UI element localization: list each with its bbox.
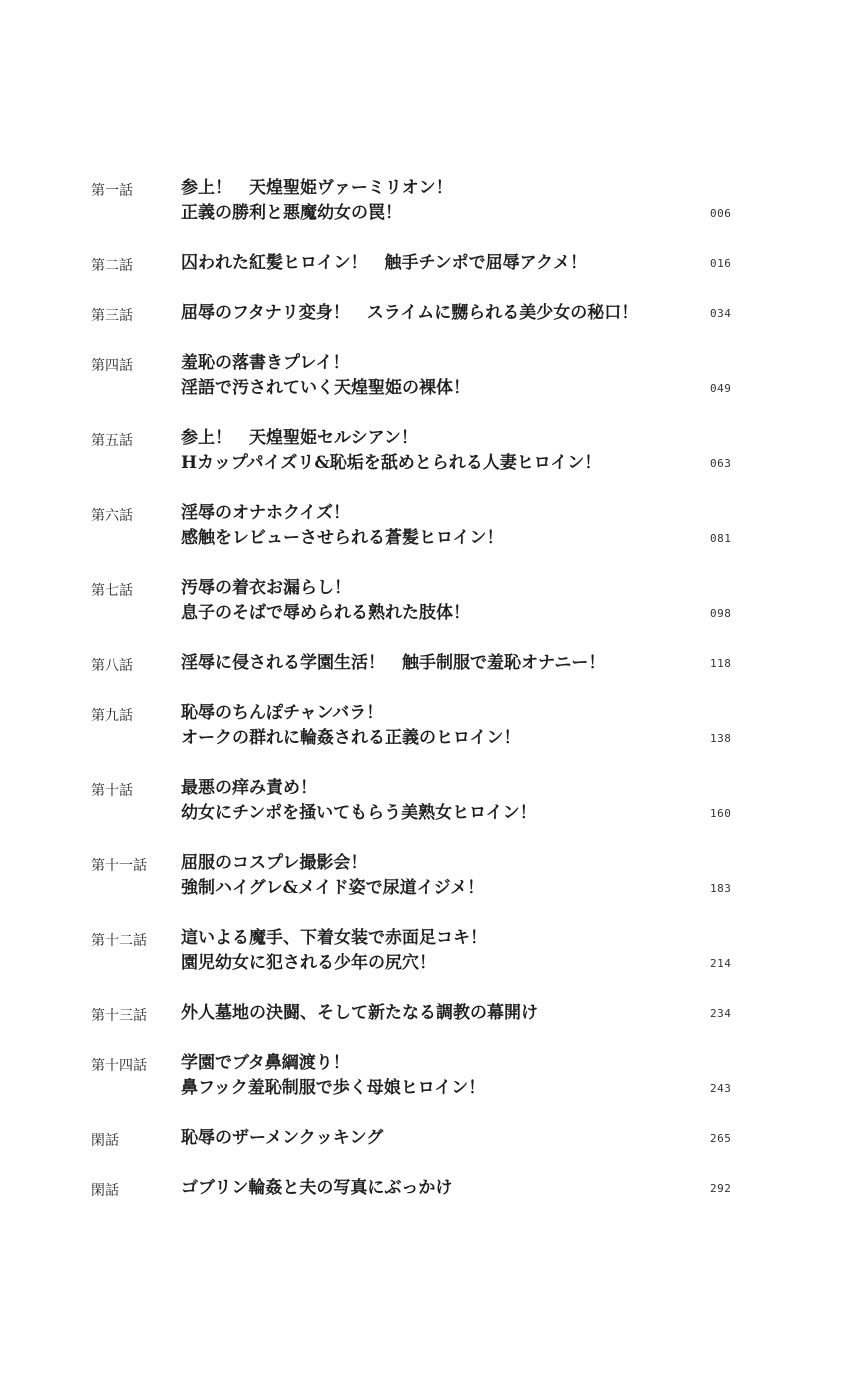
toc-entry[interactable] (0, 497, 843, 572)
chapter-title-line: Hカップパイズリ&恥垢を舐めとられる人妻ヒロイン！ (181, 453, 602, 473)
toc-entry[interactable] (0, 772, 843, 847)
page-number: 081 (710, 532, 732, 545)
toc-entry[interactable] (0, 572, 843, 647)
chapter-number: 閑話 (91, 1183, 119, 1199)
chapter-title (181, 851, 484, 901)
chapter-title-line: ゴブリン輪姦と夫の写真にぶっかけ (181, 1178, 453, 1198)
chapter-title-line: 最悪の痒み責め！ (181, 778, 317, 798)
toc-entry[interactable] (0, 297, 843, 347)
chapter-title-line: 淫辱のオナホクイズ！ (181, 503, 350, 523)
chapter-title-line: 参上！ 天煌聖姫セルシアン！ (181, 428, 418, 448)
table-of-contents (0, 172, 843, 1222)
page-number: 214 (710, 957, 732, 970)
chapter-number: 第三話 (91, 308, 133, 324)
page-number: 243 (710, 1082, 732, 1095)
chapter-title-line: 参上！ 天煌聖姫ヴァーミリオン！ (181, 178, 453, 198)
page-number: 160 (710, 807, 732, 820)
chapter-number: 第十二話 (91, 933, 147, 949)
page-number: 034 (710, 307, 732, 320)
chapter-title (181, 576, 470, 626)
page-number: 098 (710, 607, 732, 620)
toc-entry[interactable] (0, 847, 843, 922)
chapter-title-line: オークの群れに輪姦される正義のヒロイン！ (181, 728, 521, 748)
chapter-number: 第十話 (91, 783, 133, 799)
chapter-title (181, 301, 638, 326)
chapter-number: 第十一話 (91, 858, 147, 874)
chapter-title-line: 淫語で汚されていく天煌聖姫の裸体！ (181, 378, 470, 398)
chapter-title-line: 幼女にチンポを掻いてもらう美熟女ヒロイン！ (181, 803, 537, 823)
toc-entry[interactable] (0, 422, 843, 497)
chapter-title-line: 屈辱のフタナリ変身！ スライムに嬲られる美少女の秘口！ (181, 303, 639, 323)
chapter-title (181, 176, 453, 226)
chapter-title (181, 251, 587, 276)
toc-entry[interactable] (0, 1122, 843, 1172)
chapter-title-line: 恥辱のちんぽチャンバラ！ (181, 703, 384, 723)
chapter-title (181, 701, 521, 751)
chapter-title (181, 1051, 485, 1101)
chapter-title-line: 外人墓地の決闘、そして新たなる調教の幕開け (181, 1003, 538, 1023)
chapter-title-line: 正義の勝利と悪魔幼女の罠！ (181, 203, 402, 223)
chapter-number: 第十四話 (91, 1058, 147, 1074)
chapter-title (181, 1001, 538, 1026)
toc-entry[interactable] (0, 647, 843, 697)
chapter-title-line: 羞恥の落書きプレイ！ (181, 353, 350, 373)
page-number: 016 (710, 257, 732, 270)
toc-entry[interactable] (0, 997, 843, 1047)
chapter-title (181, 926, 487, 976)
chapter-number: 第四話 (91, 358, 133, 374)
chapter-number: 第二話 (91, 258, 133, 274)
chapter-title-line: 淫辱に侵される学園生活！ 触手制服で羞恥オナニー！ (181, 653, 606, 673)
chapter-title-line: 囚われた紅髪ヒロイン！ 触手チンポで屈辱アクメ！ (181, 253, 587, 273)
chapter-number: 第九話 (91, 708, 133, 724)
chapter-title-line: 学園でブタ鼻綱渡り！ (181, 1053, 350, 1073)
page-number: 006 (710, 207, 732, 220)
toc-entry[interactable] (0, 247, 843, 297)
page-number: 049 (710, 382, 732, 395)
toc-entry[interactable] (0, 1047, 843, 1122)
chapter-title (181, 1126, 383, 1151)
page-number: 063 (710, 457, 732, 470)
toc-entry[interactable] (0, 1172, 843, 1222)
chapter-title-line: 園児幼女に犯される少年の尻穴！ (181, 953, 436, 973)
page-number: 118 (710, 657, 732, 670)
page-number: 183 (710, 882, 732, 895)
toc-entry[interactable] (0, 922, 843, 997)
page-number: 292 (710, 1182, 732, 1195)
chapter-title-line: 強制ハイグレ&メイド姿で尿道イジメ！ (181, 878, 485, 898)
chapter-title (181, 501, 504, 551)
chapter-title-line: 這いよる魔手、下着女装で赤面足コキ！ (181, 928, 487, 948)
chapter-number: 第十三話 (91, 1008, 147, 1024)
chapter-title (181, 776, 537, 826)
chapter-title-line: 感触をレビューさせられる蒼髪ヒロイン！ (181, 528, 504, 548)
toc-entry[interactable] (0, 697, 843, 772)
chapter-title (181, 426, 601, 476)
chapter-number: 第六話 (91, 508, 133, 524)
chapter-number: 第八話 (91, 658, 133, 674)
toc-entry[interactable] (0, 172, 843, 247)
chapter-number: 第五話 (91, 433, 133, 449)
chapter-title-line: 屈服のコスプレ撮影会！ (181, 853, 368, 873)
chapter-title (181, 351, 470, 401)
chapter-number: 閑話 (91, 1133, 119, 1149)
page-number: 265 (710, 1132, 732, 1145)
chapter-title-line: 汚辱の着衣お漏らし！ (181, 578, 351, 598)
chapter-title-line: 鼻フック羞恥制服で歩く母娘ヒロイン！ (181, 1078, 486, 1098)
chapter-title-line: 恥辱のザーメンクッキング (181, 1128, 384, 1148)
chapter-number: 第一話 (91, 183, 133, 199)
chapter-number: 第七話 (91, 583, 133, 599)
page-number: 138 (710, 732, 732, 745)
toc-entry[interactable] (0, 347, 843, 422)
chapter-title-line: 息子のそばで辱められる熟れた肢体！ (181, 603, 470, 623)
chapter-title (181, 651, 605, 676)
chapter-title (181, 1176, 452, 1201)
page-number: 234 (710, 1007, 732, 1020)
